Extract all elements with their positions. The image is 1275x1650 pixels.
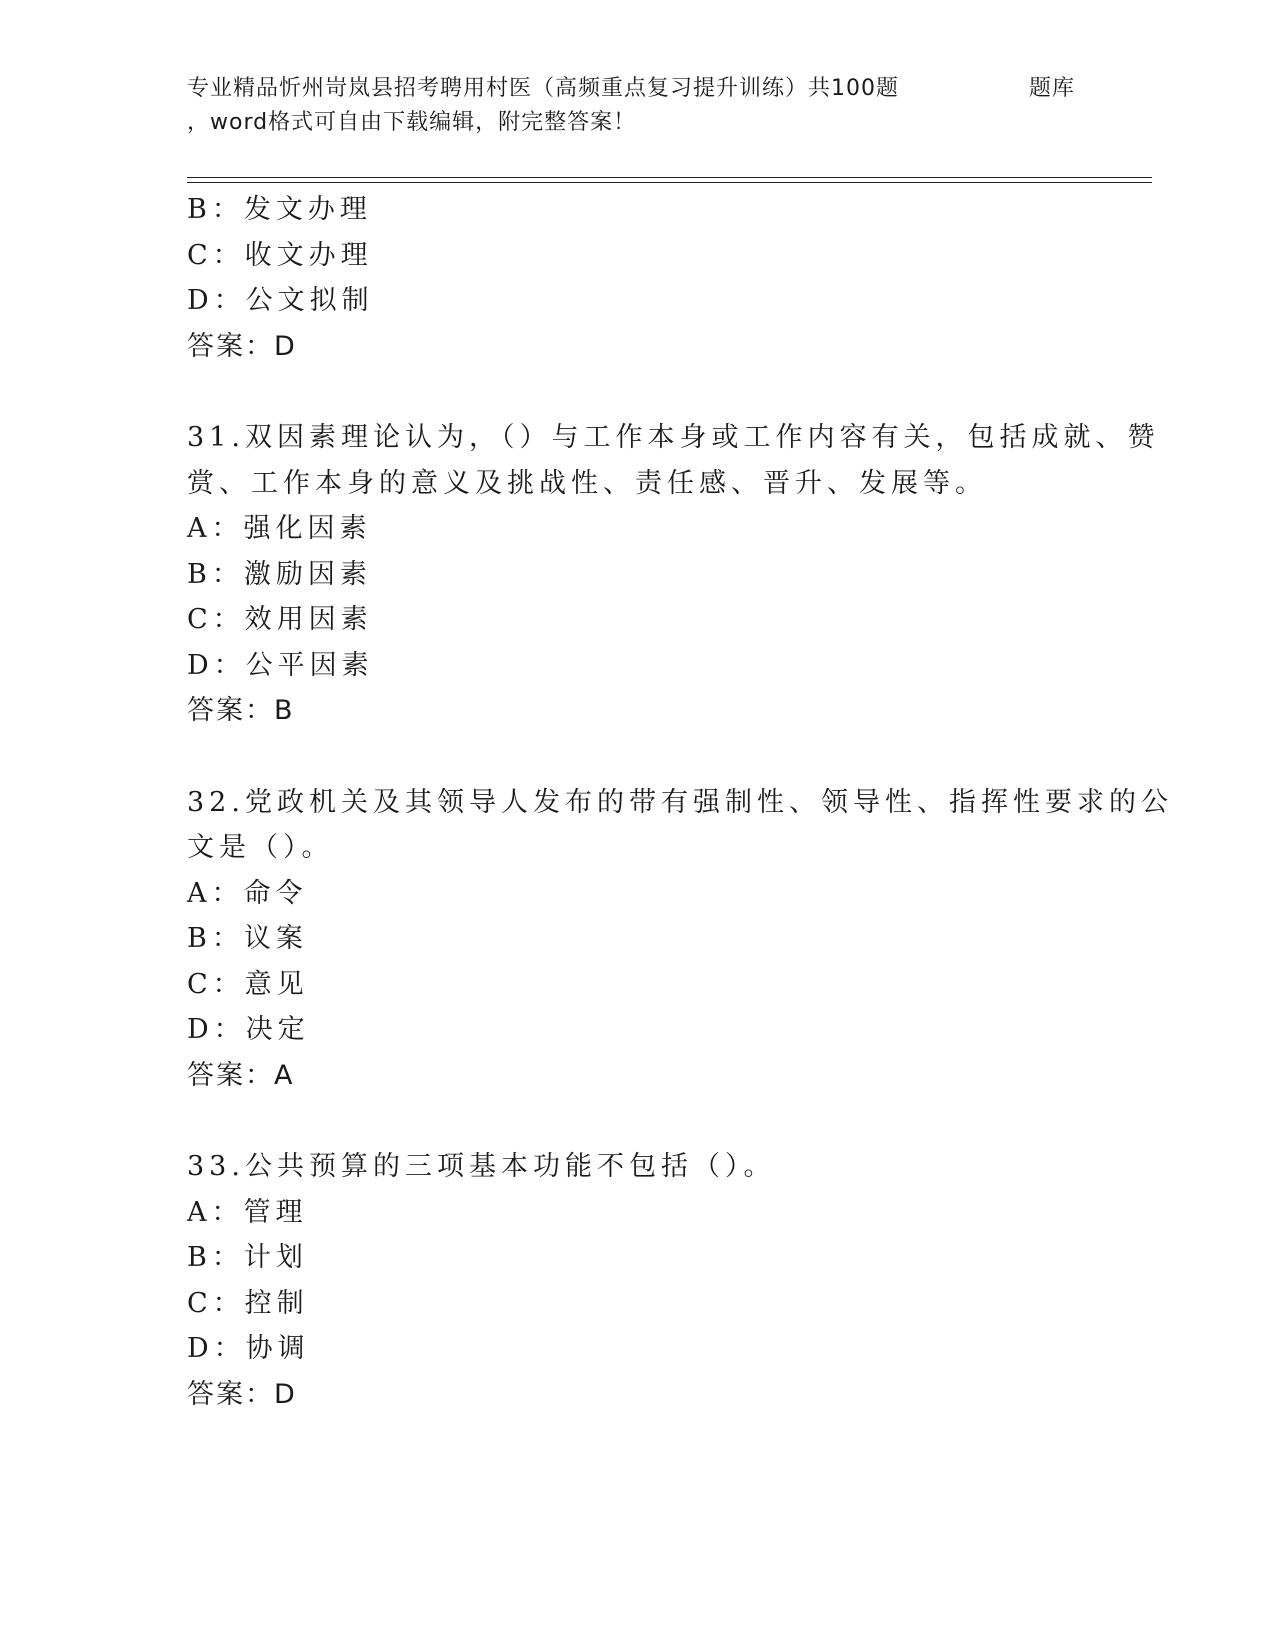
- question-list: [187, 187, 1173, 1417]
- option-c: C：意见: [187, 968, 309, 1000]
- question-33: [187, 1144, 1087, 1417]
- answer: 答案：D: [187, 330, 297, 362]
- question-31: [187, 415, 1160, 734]
- question-text-line: 31.双因素理论认为，（）与工作本身或工作内容有关，包括成就、赞: [187, 422, 1160, 453]
- option-d: D：公文拟制: [187, 285, 374, 316]
- option-c: C：收文办理: [187, 239, 373, 271]
- question-text-line: 33.公共预算的三项基本功能不包括（）。: [187, 1151, 776, 1182]
- header-divider-bottom: [187, 182, 1152, 183]
- header-subtitle: ，word格式可自由下载编辑，附完整答案！: [187, 110, 637, 135]
- option-a: A：管理: [187, 1196, 308, 1228]
- option-b: B：激励因素: [187, 558, 372, 590]
- header-tag: 题库: [1029, 76, 1076, 101]
- option-a: A：命令: [187, 877, 308, 909]
- answer: 答案：A: [187, 1059, 295, 1091]
- option-c: C：效用因素: [187, 604, 373, 635]
- option-b: B：计划: [187, 1242, 308, 1273]
- option-b: B：发文办理: [187, 194, 372, 225]
- option-d: D：决定: [187, 1014, 310, 1045]
- question-32: [187, 780, 1173, 1099]
- option-d: D：公平因素: [187, 649, 374, 681]
- question-text-line: 赏、工作本身的意义及挑战性、责任感、晋升、发展等。: [187, 467, 987, 499]
- header-title: 专业精品忻州岢岚县招考聘用村医（高频重点复习提升训练）共100题: [187, 76, 899, 101]
- answer: 答案：B: [187, 695, 295, 726]
- question-30-continued: [187, 187, 1087, 369]
- question-text-line: 文是（）。: [187, 832, 334, 863]
- answer: 答案：D: [187, 1378, 297, 1410]
- option-d: D：协调: [187, 1333, 310, 1364]
- question-text-line: 32.党政机关及其领导人发布的带有强制性、领导性、指挥性要求的公: [187, 786, 1173, 818]
- option-b: B：议案: [187, 923, 308, 954]
- option-a: A：强化因素: [187, 513, 372, 544]
- page-header: [187, 72, 1147, 140]
- header-divider-top: [187, 177, 1152, 178]
- option-c: C：控制: [187, 1287, 309, 1319]
